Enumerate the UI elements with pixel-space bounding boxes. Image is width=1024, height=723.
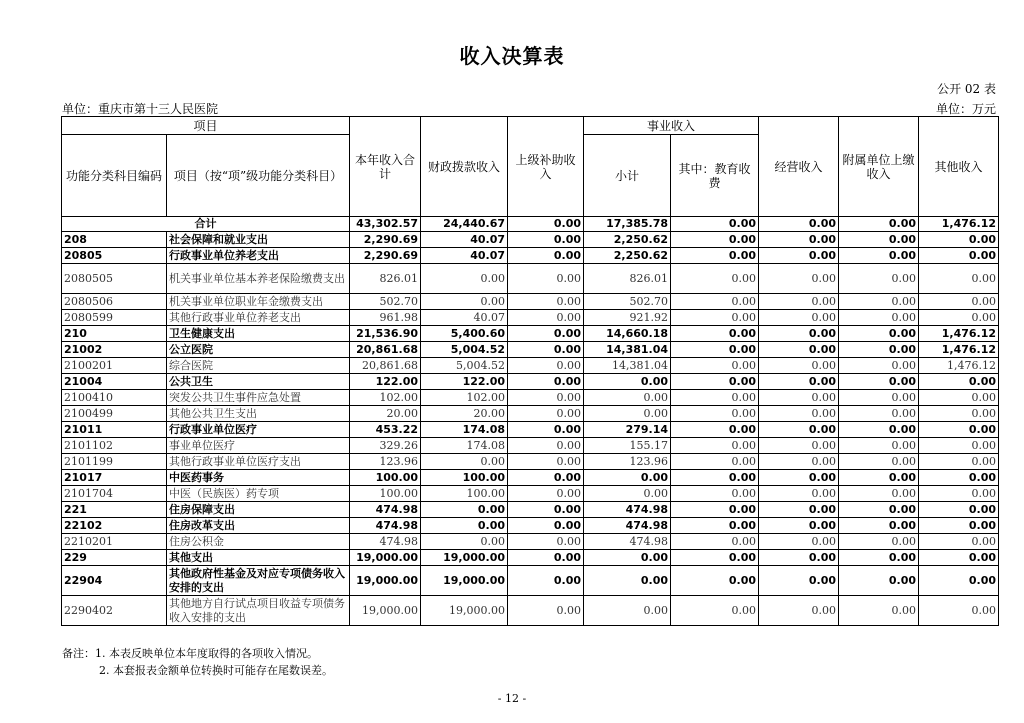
row-value: 0.00 bbox=[671, 390, 759, 406]
table-row bbox=[62, 294, 999, 310]
form-number: 公开 02 表 bbox=[937, 82, 996, 96]
row-value: 19,000.00 bbox=[421, 596, 508, 626]
header-operating-income: 经营收入 bbox=[759, 117, 839, 217]
total-label: 合计 bbox=[62, 217, 350, 232]
row-code: 2101102 bbox=[62, 438, 167, 454]
row-value: 0.00 bbox=[919, 264, 999, 294]
page-title: 收入决算表 bbox=[459, 44, 565, 68]
row-value: 826.01 bbox=[584, 264, 671, 294]
table-row bbox=[62, 342, 999, 358]
row-value: 921.92 bbox=[584, 310, 671, 326]
row-code: 2080599 bbox=[62, 310, 167, 326]
row-value: 123.96 bbox=[350, 454, 421, 470]
row-value: 19,000.00 bbox=[350, 550, 421, 566]
row-value: 0.00 bbox=[759, 264, 839, 294]
row-code: 2100499 bbox=[62, 406, 167, 422]
row-value: 20.00 bbox=[421, 406, 508, 422]
row-name: 机关事业单位职业年金缴费支出 bbox=[167, 294, 350, 310]
row-value: 0.00 bbox=[839, 342, 919, 358]
row-value: 0.00 bbox=[508, 422, 584, 438]
row-value: 5,004.52 bbox=[421, 342, 508, 358]
row-value: 329.26 bbox=[350, 438, 421, 454]
row-code: 2100201 bbox=[62, 358, 167, 374]
page-number: - 12 - bbox=[497, 692, 527, 705]
row-value: 0.00 bbox=[671, 264, 759, 294]
row-value: 0.00 bbox=[671, 248, 759, 264]
row-value: 0.00 bbox=[839, 470, 919, 486]
row-name: 事业单位医疗 bbox=[167, 438, 350, 454]
row-value: 100.00 bbox=[421, 486, 508, 502]
row-value: 474.98 bbox=[584, 518, 671, 534]
row-value: 1,476.12 bbox=[919, 342, 999, 358]
row-name: 其他公共卫生支出 bbox=[167, 406, 350, 422]
row-code: 21011 bbox=[62, 422, 167, 438]
table-row bbox=[62, 390, 999, 406]
row-name: 其他行政事业单位养老支出 bbox=[167, 310, 350, 326]
row-value: 0.00 bbox=[508, 566, 584, 596]
row-value: 0.00 bbox=[584, 566, 671, 596]
row-value: 0.00 bbox=[421, 502, 508, 518]
header-name: 项目（按“项”级功能分类科目） bbox=[167, 135, 350, 217]
row-value: 5,004.52 bbox=[421, 358, 508, 374]
row-value: 0.00 bbox=[508, 264, 584, 294]
row-value: 14,381.04 bbox=[584, 358, 671, 374]
row-value: 0.00 bbox=[508, 534, 584, 550]
row-value: 0.00 bbox=[508, 406, 584, 422]
row-code: 210 bbox=[62, 326, 167, 342]
table-row bbox=[62, 248, 999, 264]
row-value: 20,861.68 bbox=[350, 342, 421, 358]
row-value: 0.00 bbox=[759, 248, 839, 264]
row-value: 1,476.12 bbox=[919, 326, 999, 342]
row-value: 0.00 bbox=[839, 486, 919, 502]
header-other-income: 其他收入 bbox=[919, 117, 999, 217]
row-value: 0.00 bbox=[584, 596, 671, 626]
row-value: 0.00 bbox=[839, 566, 919, 596]
row-value: 0.00 bbox=[671, 596, 759, 626]
row-value: 40.07 bbox=[421, 248, 508, 264]
row-value: 0.00 bbox=[671, 566, 759, 596]
row-name: 突发公共卫生事件应急处置 bbox=[167, 390, 350, 406]
row-value: 0.00 bbox=[839, 294, 919, 310]
row-value: 14,660.18 bbox=[584, 326, 671, 342]
row-value: 102.00 bbox=[350, 390, 421, 406]
row-value: 0.00 bbox=[759, 518, 839, 534]
table-row bbox=[62, 374, 999, 390]
header-subtotal: 小计 bbox=[584, 135, 671, 217]
table-row bbox=[62, 422, 999, 438]
row-code: 22102 bbox=[62, 518, 167, 534]
row-value: 0.00 bbox=[839, 550, 919, 566]
row-value: 0.00 bbox=[919, 596, 999, 626]
note-1: 备注：1. 本表反映单位本年度取得的各项收入情况。 bbox=[62, 647, 318, 660]
row-value: 1,476.12 bbox=[919, 358, 999, 374]
header-business-income: 事业收入 bbox=[584, 117, 759, 135]
row-name: 公共卫生 bbox=[167, 374, 350, 390]
row-value: 474.98 bbox=[584, 534, 671, 550]
row-value: 0.00 bbox=[919, 518, 999, 534]
row-name: 其他支出 bbox=[167, 550, 350, 566]
table-body bbox=[62, 217, 999, 626]
row-value: 0.00 bbox=[671, 486, 759, 502]
row-value: 0.00 bbox=[508, 454, 584, 470]
row-value: 0.00 bbox=[508, 390, 584, 406]
row-code: 2080506 bbox=[62, 294, 167, 310]
row-value: 0.00 bbox=[671, 358, 759, 374]
row-value: 474.98 bbox=[584, 502, 671, 518]
table-row bbox=[62, 518, 999, 534]
row-value: 0.00 bbox=[759, 470, 839, 486]
row-value: 19,000.00 bbox=[350, 596, 421, 626]
row-value: 0.00 bbox=[671, 374, 759, 390]
row-value: 502.70 bbox=[584, 294, 671, 310]
row-value: 0.00 bbox=[919, 534, 999, 550]
table-row bbox=[62, 232, 999, 248]
row-value: 502.70 bbox=[350, 294, 421, 310]
notes bbox=[62, 645, 333, 679]
row-name: 卫生健康支出 bbox=[167, 326, 350, 342]
row-value: 40.07 bbox=[421, 232, 508, 248]
row-value: 0.00 bbox=[759, 486, 839, 502]
row-name: 行政事业单位医疗 bbox=[167, 422, 350, 438]
row-value: 0.00 bbox=[671, 502, 759, 518]
row-value: 0.00 bbox=[919, 486, 999, 502]
row-value: 0.00 bbox=[839, 406, 919, 422]
row-value: 0.00 bbox=[671, 342, 759, 358]
row-value: 474.98 bbox=[350, 534, 421, 550]
row-value: 0.00 bbox=[671, 438, 759, 454]
row-value: 0.00 bbox=[508, 294, 584, 310]
row-value: 0.00 bbox=[919, 454, 999, 470]
row-value: 100.00 bbox=[350, 470, 421, 486]
row-value: 961.98 bbox=[350, 310, 421, 326]
row-value: 0.00 bbox=[759, 232, 839, 248]
row-code: 20805 bbox=[62, 248, 167, 264]
row-value: 0.00 bbox=[759, 422, 839, 438]
total-value: 0.00 bbox=[671, 217, 759, 232]
row-value: 20.00 bbox=[350, 406, 421, 422]
header-higher-subsidy: 上级补助收入 bbox=[508, 117, 584, 217]
header-project: 项目 bbox=[62, 117, 350, 135]
row-code: 2100410 bbox=[62, 390, 167, 406]
row-value: 0.00 bbox=[839, 248, 919, 264]
row-value: 0.00 bbox=[508, 550, 584, 566]
total-value: 0.00 bbox=[839, 217, 919, 232]
row-value: 0.00 bbox=[508, 596, 584, 626]
total-value: 0.00 bbox=[508, 217, 584, 232]
row-value: 0.00 bbox=[759, 550, 839, 566]
row-value: 0.00 bbox=[839, 422, 919, 438]
row-value: 0.00 bbox=[508, 502, 584, 518]
table-row bbox=[62, 550, 999, 566]
row-value: 0.00 bbox=[839, 596, 919, 626]
row-code: 221 bbox=[62, 502, 167, 518]
row-name: 住房保障支出 bbox=[167, 502, 350, 518]
row-value: 0.00 bbox=[508, 248, 584, 264]
row-value: 0.00 bbox=[671, 550, 759, 566]
row-value: 0.00 bbox=[671, 422, 759, 438]
table-row bbox=[62, 502, 999, 518]
row-value: 2,290.69 bbox=[350, 248, 421, 264]
row-value: 0.00 bbox=[671, 518, 759, 534]
table-row bbox=[62, 310, 999, 326]
row-value: 174.08 bbox=[421, 438, 508, 454]
row-value: 0.00 bbox=[759, 502, 839, 518]
row-name: 中医药事务 bbox=[167, 470, 350, 486]
row-value: 0.00 bbox=[671, 470, 759, 486]
row-value: 0.00 bbox=[759, 390, 839, 406]
row-code: 21004 bbox=[62, 374, 167, 390]
row-value: 0.00 bbox=[421, 294, 508, 310]
row-value: 0.00 bbox=[671, 454, 759, 470]
row-value: 0.00 bbox=[919, 310, 999, 326]
row-value: 0.00 bbox=[508, 358, 584, 374]
table-row bbox=[62, 326, 999, 342]
row-value: 20,861.68 bbox=[350, 358, 421, 374]
row-name: 其他政府性基金及对应专项债务收入安排的支出 bbox=[167, 566, 350, 596]
income-final-accounts-table bbox=[61, 116, 999, 626]
table-row bbox=[62, 454, 999, 470]
row-value: 0.00 bbox=[584, 390, 671, 406]
row-value: 0.00 bbox=[671, 310, 759, 326]
row-value: 40.07 bbox=[421, 310, 508, 326]
table-row bbox=[62, 406, 999, 422]
header-affiliated-income: 附属单位上缴收入 bbox=[839, 117, 919, 217]
row-name: 住房公积金 bbox=[167, 534, 350, 550]
row-name: 机关事业单位基本养老保险缴费支出 bbox=[167, 264, 350, 294]
row-value: 474.98 bbox=[350, 518, 421, 534]
row-value: 2,250.62 bbox=[584, 232, 671, 248]
row-value: 0.00 bbox=[759, 596, 839, 626]
row-value: 0.00 bbox=[759, 326, 839, 342]
row-value: 0.00 bbox=[919, 422, 999, 438]
row-value: 0.00 bbox=[759, 438, 839, 454]
table-row bbox=[62, 486, 999, 502]
total-value: 24,440.67 bbox=[421, 217, 508, 232]
row-value: 0.00 bbox=[584, 550, 671, 566]
row-value: 155.17 bbox=[584, 438, 671, 454]
total-value: 17,385.78 bbox=[584, 217, 671, 232]
row-value: 0.00 bbox=[671, 232, 759, 248]
row-value: 0.00 bbox=[919, 550, 999, 566]
row-name: 其他地方自行试点项目收益专项债务收入安排的支出 bbox=[167, 596, 350, 626]
row-code: 21002 bbox=[62, 342, 167, 358]
row-value: 0.00 bbox=[919, 470, 999, 486]
row-value: 474.98 bbox=[350, 502, 421, 518]
row-value: 19,000.00 bbox=[421, 550, 508, 566]
row-value: 0.00 bbox=[839, 264, 919, 294]
row-value: 0.00 bbox=[759, 310, 839, 326]
row-value: 0.00 bbox=[508, 342, 584, 358]
row-code: 2210201 bbox=[62, 534, 167, 550]
row-value: 0.00 bbox=[508, 374, 584, 390]
total-row bbox=[62, 217, 999, 232]
row-value: 0.00 bbox=[839, 454, 919, 470]
header-education-fee: 其中：教育收费 bbox=[671, 135, 759, 217]
row-name: 社会保障和就业支出 bbox=[167, 232, 350, 248]
row-value: 0.00 bbox=[421, 264, 508, 294]
row-code: 229 bbox=[62, 550, 167, 566]
row-value: 453.22 bbox=[350, 422, 421, 438]
row-value: 0.00 bbox=[919, 390, 999, 406]
table-row bbox=[62, 534, 999, 550]
row-value: 0.00 bbox=[839, 232, 919, 248]
row-value: 100.00 bbox=[421, 470, 508, 486]
row-value: 0.00 bbox=[919, 248, 999, 264]
row-value: 0.00 bbox=[759, 358, 839, 374]
row-value: 0.00 bbox=[839, 534, 919, 550]
row-value: 0.00 bbox=[919, 438, 999, 454]
row-value: 0.00 bbox=[919, 566, 999, 596]
header-annual-income: 本年收入合计 bbox=[350, 117, 421, 217]
row-value: 102.00 bbox=[421, 390, 508, 406]
row-value: 0.00 bbox=[508, 326, 584, 342]
row-value: 0.00 bbox=[839, 502, 919, 518]
table-row bbox=[62, 358, 999, 374]
row-code: 208 bbox=[62, 232, 167, 248]
row-value: 0.00 bbox=[919, 294, 999, 310]
row-value: 100.00 bbox=[350, 486, 421, 502]
row-value: 21,536.90 bbox=[350, 326, 421, 342]
row-value: 0.00 bbox=[919, 502, 999, 518]
row-value: 0.00 bbox=[508, 232, 584, 248]
row-code: 21017 bbox=[62, 470, 167, 486]
row-value: 0.00 bbox=[759, 342, 839, 358]
row-value: 0.00 bbox=[671, 534, 759, 550]
row-value: 0.00 bbox=[584, 374, 671, 390]
table-row bbox=[62, 264, 999, 294]
header-code: 功能分类科目编码 bbox=[62, 135, 167, 217]
row-value: 174.08 bbox=[421, 422, 508, 438]
row-value: 0.00 bbox=[759, 374, 839, 390]
total-value: 0.00 bbox=[759, 217, 839, 232]
total-value: 1,476.12 bbox=[919, 217, 999, 232]
note-2: 2. 本套报表金额单位转换时可能存在尾数误差。 bbox=[99, 664, 333, 677]
header-fiscal-appropriation: 财政拨款收入 bbox=[421, 117, 508, 217]
row-value: 0.00 bbox=[839, 518, 919, 534]
row-value: 0.00 bbox=[919, 406, 999, 422]
table-row bbox=[62, 596, 999, 626]
row-value: 0.00 bbox=[839, 438, 919, 454]
row-value: 122.00 bbox=[421, 374, 508, 390]
table-row bbox=[62, 438, 999, 454]
row-value: 0.00 bbox=[759, 566, 839, 596]
row-value: 19,000.00 bbox=[421, 566, 508, 596]
row-code: 2101704 bbox=[62, 486, 167, 502]
row-value: 0.00 bbox=[508, 518, 584, 534]
row-value: 123.96 bbox=[584, 454, 671, 470]
row-value: 0.00 bbox=[839, 358, 919, 374]
row-name: 住房改革支出 bbox=[167, 518, 350, 534]
row-value: 0.00 bbox=[839, 310, 919, 326]
row-value: 0.00 bbox=[759, 534, 839, 550]
row-value: 0.00 bbox=[759, 406, 839, 422]
row-name: 其他行政事业单位医疗支出 bbox=[167, 454, 350, 470]
reporting-unit: 单位：重庆市第十三人民医院 bbox=[62, 102, 219, 116]
row-code: 2290402 bbox=[62, 596, 167, 626]
table-row bbox=[62, 566, 999, 596]
total-value: 43,302.57 bbox=[350, 217, 421, 232]
row-value: 5,400.60 bbox=[421, 326, 508, 342]
row-value: 2,290.69 bbox=[350, 232, 421, 248]
row-value: 122.00 bbox=[350, 374, 421, 390]
row-value: 826.01 bbox=[350, 264, 421, 294]
row-name: 公立医院 bbox=[167, 342, 350, 358]
row-value: 0.00 bbox=[421, 454, 508, 470]
row-value: 14,381.04 bbox=[584, 342, 671, 358]
row-value: 19,000.00 bbox=[350, 566, 421, 596]
row-value: 0.00 bbox=[919, 232, 999, 248]
row-value: 0.00 bbox=[671, 406, 759, 422]
row-value: 0.00 bbox=[421, 518, 508, 534]
table-row bbox=[62, 470, 999, 486]
row-value: 0.00 bbox=[508, 310, 584, 326]
row-value: 0.00 bbox=[421, 534, 508, 550]
row-value: 0.00 bbox=[839, 374, 919, 390]
row-value: 0.00 bbox=[584, 486, 671, 502]
row-code: 2101199 bbox=[62, 454, 167, 470]
row-value: 0.00 bbox=[759, 454, 839, 470]
currency-unit: 单位：万元 bbox=[935, 102, 996, 116]
row-name: 综合医院 bbox=[167, 358, 350, 374]
row-name: 中医（民族医）药专项 bbox=[167, 486, 350, 502]
row-name: 行政事业单位养老支出 bbox=[167, 248, 350, 264]
row-value: 0.00 bbox=[508, 486, 584, 502]
row-code: 2080505 bbox=[62, 264, 167, 294]
row-value: 0.00 bbox=[671, 294, 759, 310]
row-value: 0.00 bbox=[584, 406, 671, 422]
row-value: 0.00 bbox=[508, 438, 584, 454]
row-code: 22904 bbox=[62, 566, 167, 596]
row-value: 0.00 bbox=[839, 390, 919, 406]
row-value: 279.14 bbox=[584, 422, 671, 438]
row-value: 0.00 bbox=[508, 470, 584, 486]
row-value: 0.00 bbox=[839, 326, 919, 342]
row-value: 2,250.62 bbox=[584, 248, 671, 264]
row-value: 0.00 bbox=[759, 294, 839, 310]
row-value: 0.00 bbox=[919, 374, 999, 390]
row-value: 0.00 bbox=[671, 326, 759, 342]
row-value: 0.00 bbox=[584, 470, 671, 486]
